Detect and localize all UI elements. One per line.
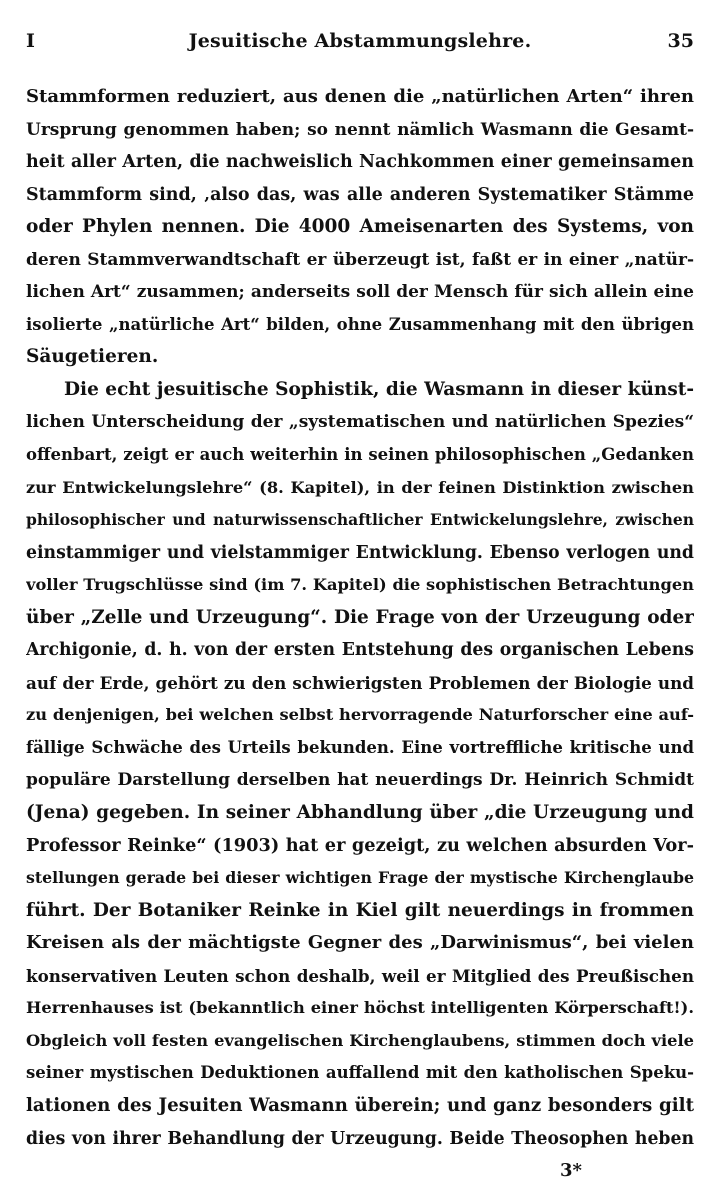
text-line: lichen Art“ zusammen; anderseits soll der Mensch für sich allein eine <box>26 282 694 303</box>
text-line: lationen des Jesuiten Wasmann überein; und ganz besonders gilt <box>26 1094 694 1116</box>
text-line: Professor Reinke“ (1903) hat er gezeigt, zu welchen absurden Vor- <box>26 834 694 856</box>
text-line: seiner mystischen Deduktionen auffallend mit den katholischen Speku- <box>26 1063 694 1083</box>
text-line: führt. Der Botaniker Reinke in Kiel gilt neuerdings in frommen <box>26 899 694 921</box>
text-line: philosophischer und naturwissenschaftlicher Entwickelungslehre, zwischen <box>26 510 694 530</box>
page-number: 35 <box>667 30 694 52</box>
text-line: Die echt jesuitische Sophistik, die Wasmann in dieser künst- <box>64 378 694 400</box>
text-line: zu denjenigen, bei welchen selbst hervorragende Naturforscher eine auf- <box>26 705 694 725</box>
body-text <box>26 81 694 1155</box>
text-line: Ursprung genommen haben; so nennt nämlich Wasmann die Gesamt- <box>26 119 694 140</box>
text-line: Obgleich voll festen evangelischen Kirchenglaubens, stimmen doch viele <box>26 1030 694 1050</box>
signature-mark: 3* <box>560 1160 582 1181</box>
text-line: über „Zelle und Urzeugung“. Die Frage von der Urzeugung oder <box>26 606 694 628</box>
running-header <box>26 30 694 60</box>
text-line: stellungen gerade bei dieser wichtigen Frage der mystische Kirchenglaube <box>26 868 694 888</box>
text-line: zur Entwickelungslehre“ (8. Kapitel), in der feinen Distinktion zwischen <box>26 477 694 497</box>
text-line: dies von ihrer Behandlung der Urzeugung. Beide Theosophen heben <box>26 1128 694 1149</box>
paragraph-1 <box>26 81 694 374</box>
text-line: Archigonie, d. h. von der ersten Entstehung des organischen Lebens <box>26 640 694 661</box>
text-line: voller Trugschlüsse sind (im 7. Kapitel) die sophistischen Betrachtungen <box>26 575 694 595</box>
text-line: fällige Schwäche des Urteils bekunden. Eine vortreffliche kritische und <box>26 737 694 757</box>
text-line: isolierte „natürliche Art“ bilden, ohne Zusammenhang mit den übrigen <box>26 314 694 334</box>
text-line: lichen Unterscheidung der „systematischen und natürlichen Spezies“ <box>26 412 694 433</box>
text-line: Kreisen als der mächtigste Gegner des „Darwinismus“, bei vielen <box>26 932 694 954</box>
running-title: Jesuitische Abstammungslehre. <box>188 30 532 52</box>
header-signature: I <box>26 30 35 52</box>
text-line: konservativen Leuten schon deshalb, weil er Mitglied des Preußischen <box>26 965 694 986</box>
text-line: Säugetieren. <box>26 346 159 368</box>
text-line: deren Stammverwandtschaft er überzeugt ist, faßt er in einer „natür- <box>26 249 694 270</box>
paragraph-2 <box>26 374 694 1155</box>
text-line: Herrenhauses ist (bekanntlich einer höchst intelligenten Körperschaft!). <box>26 998 694 1018</box>
text-line: offenbart, zeigt er auch weiterhin in seinen philosophischen „Gedanken <box>26 445 694 465</box>
text-line: einstammiger und vielstammiger Entwicklung. Ebenso verlogen und <box>26 542 694 563</box>
text-line: (Jena) gegeben. In seiner Abhandlung über „die Urzeugung und <box>26 802 694 824</box>
text-line: heit aller Arten, die nachweislich Nachkommen einer gemeinsamen <box>26 152 694 173</box>
text-line: oder Phylen nennen. Die 4000 Ameisenarten des Systems, von <box>26 216 694 238</box>
text-line: auf der Erde, gehört zu den schwierigsten Problemen der Biologie und <box>26 672 694 693</box>
text-line: Stammform sind, ‚also das, was alle anderen Systematiker Stämme <box>26 184 694 205</box>
text-line: Stammformen reduziert, aus denen die „natürlichen Arten“ ihren <box>26 86 694 107</box>
text-line: populäre Darstellung derselben hat neuerdings Dr. Heinrich Schmidt <box>26 770 694 791</box>
